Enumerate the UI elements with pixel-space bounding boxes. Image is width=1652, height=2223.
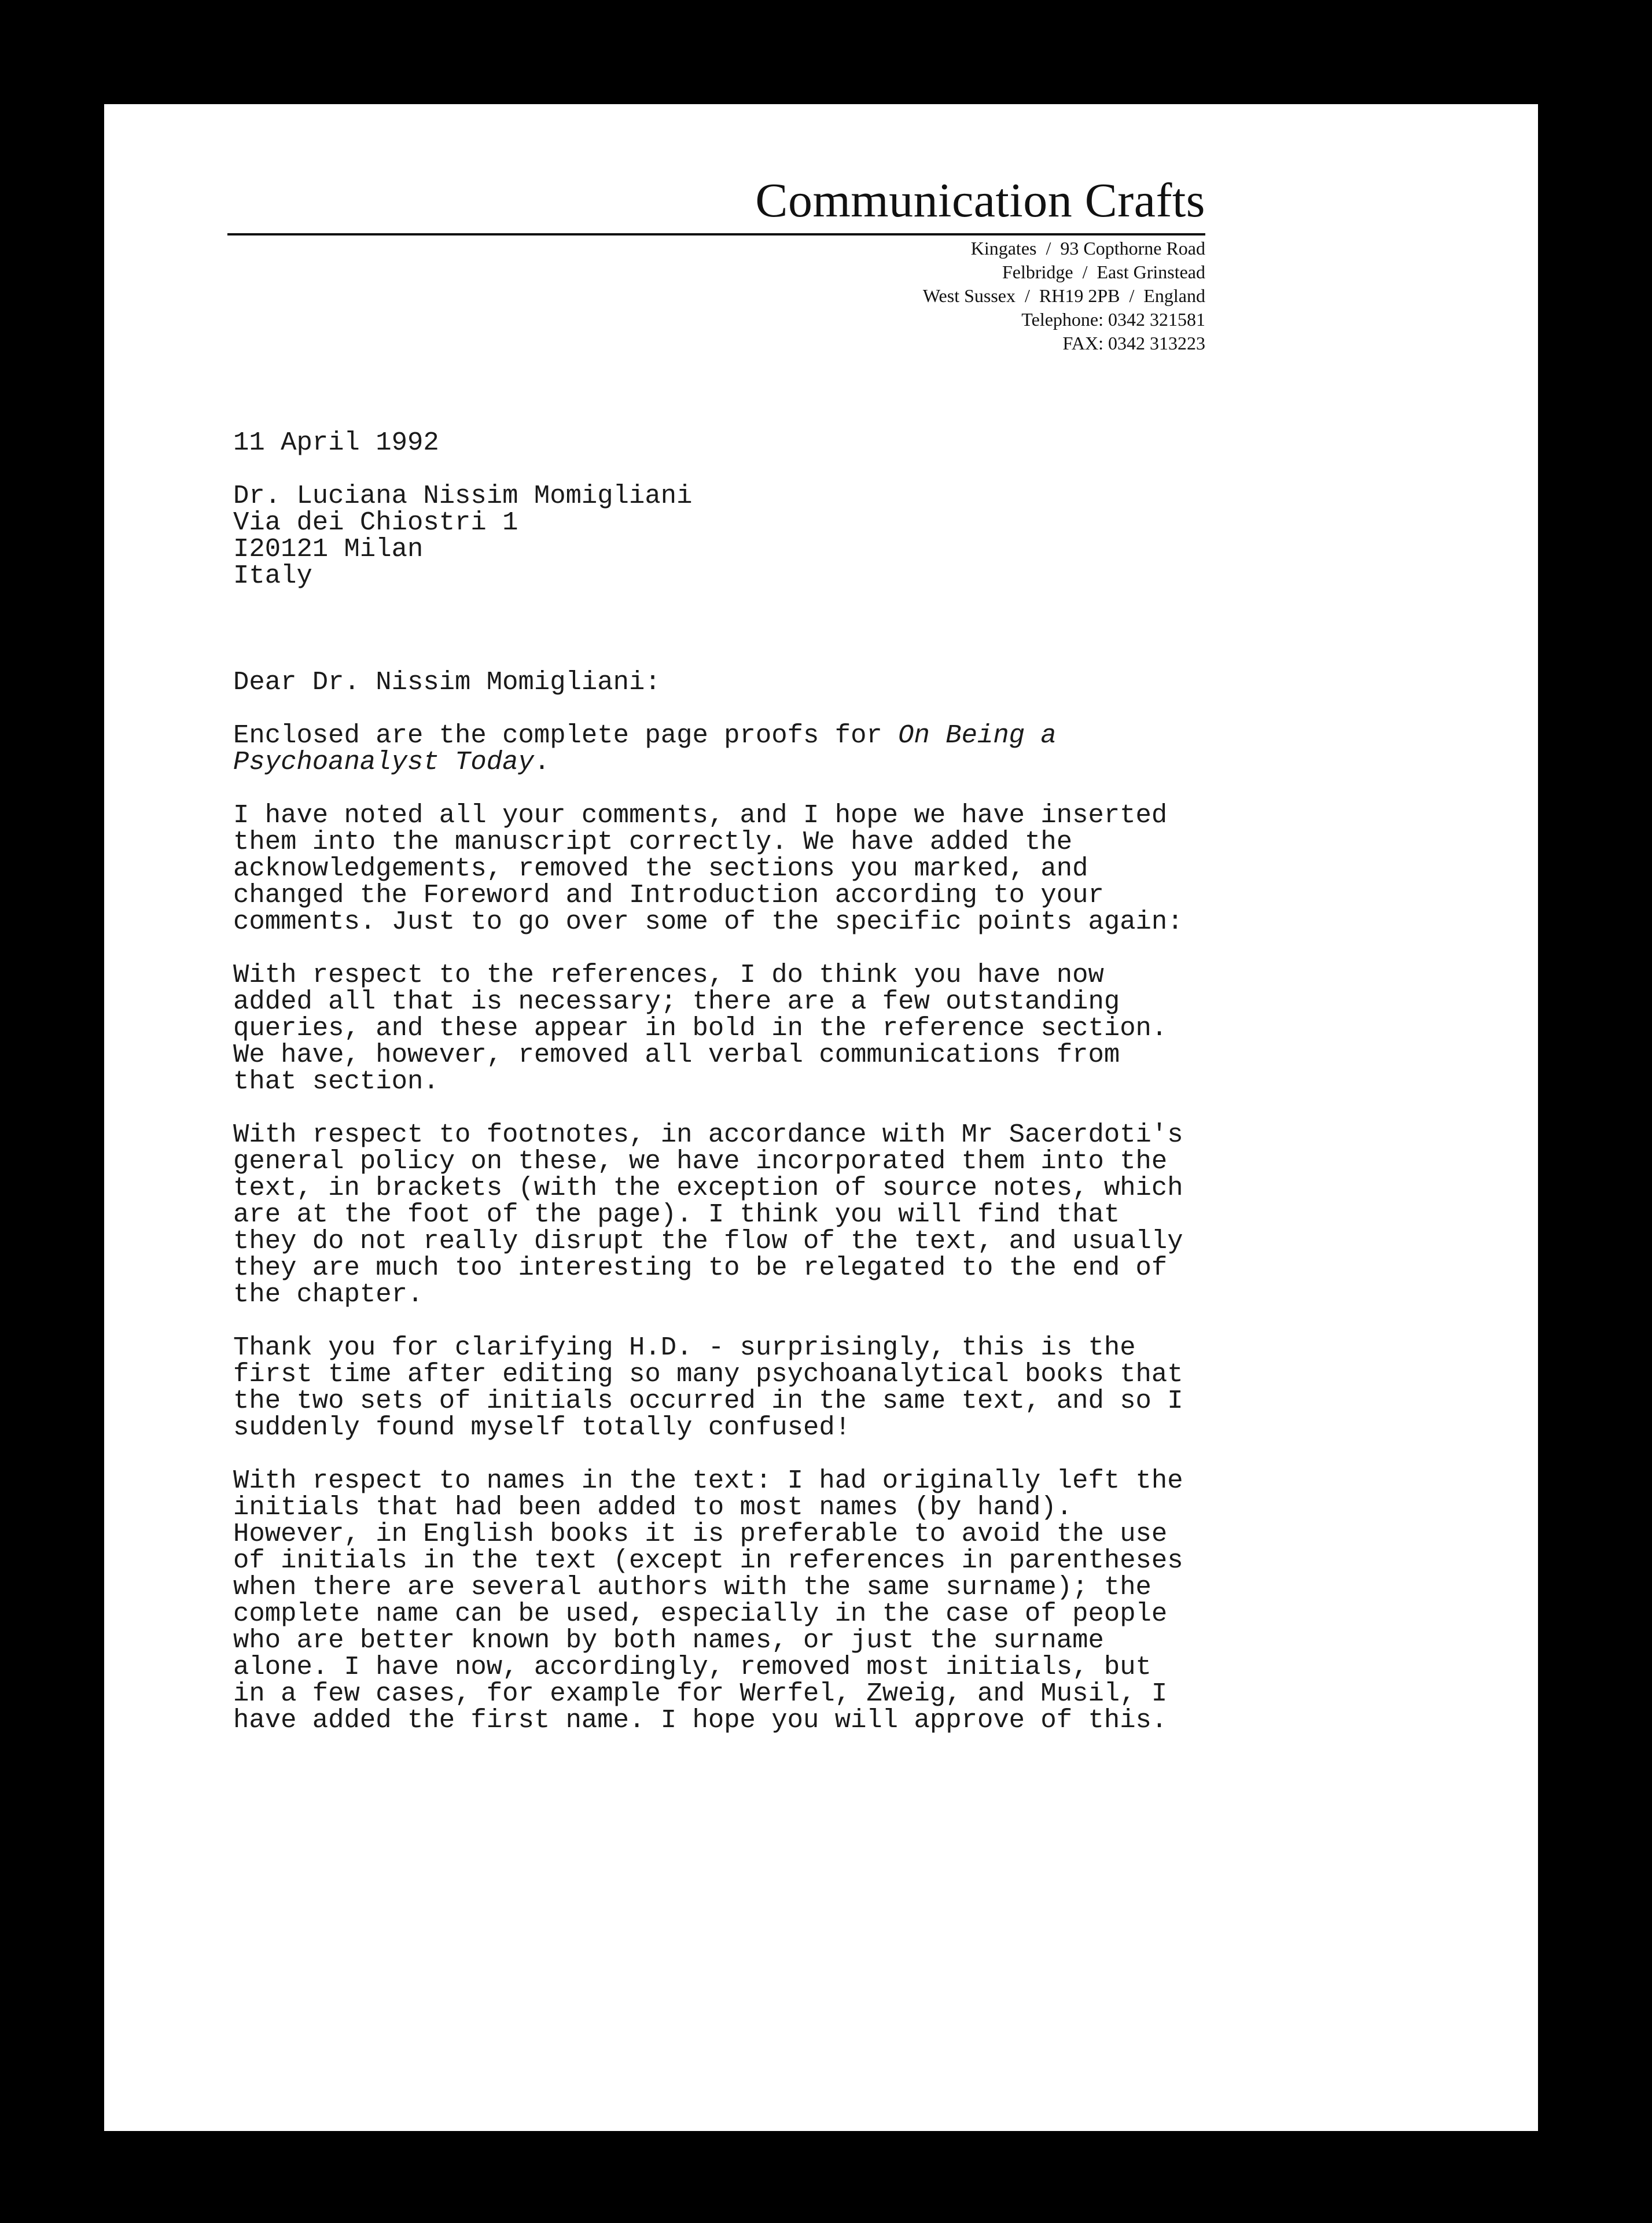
recipient-line: Italy bbox=[233, 561, 312, 591]
letter-body bbox=[233, 429, 1217, 1734]
paragraph-line: alone. I have now, accordingly, removed most initials, but bbox=[233, 1652, 1151, 1682]
letterhead bbox=[227, 176, 1205, 355]
paragraph-line: general policy on these, we have incorporated them into the bbox=[233, 1146, 1168, 1176]
paragraph bbox=[233, 722, 1217, 775]
paragraph-line: text, in brackets (with the exception of source notes, which bbox=[233, 1173, 1183, 1203]
paragraph-line: when there are several authors with the same surname); the bbox=[233, 1572, 1151, 1602]
paragraph-line: who are better known by both names, or just the surname bbox=[233, 1625, 1104, 1655]
book-title: Psychoanalyst Today bbox=[233, 747, 534, 777]
paragraph-line: they do not really disrupt the flow of the text, and usually bbox=[233, 1226, 1183, 1256]
paragraph-line: With respect to footnotes, in accordance with Mr Sacerdoti's bbox=[233, 1120, 1183, 1150]
paragraph-line: the chapter. bbox=[233, 1279, 424, 1309]
address-line: West Sussex / RH19 2PB / England bbox=[922, 285, 1205, 306]
paragraph bbox=[233, 1121, 1217, 1308]
paragraph-line: However, in English books it is preferable to avoid the use bbox=[233, 1519, 1168, 1549]
paragraph-line: first time after editing so many psychoanalytical books that bbox=[233, 1359, 1183, 1389]
paragraph-line: in a few cases, for example for Werfel, Zweig, and Musil, I bbox=[233, 1679, 1168, 1709]
text-run: . bbox=[534, 747, 550, 777]
company-address bbox=[227, 237, 1205, 355]
paragraph-line: I have noted all your comments, and I hope we have inserted bbox=[233, 800, 1168, 830]
paragraph-line: Thank you for clarifying H.D. - surprisingly, this is the bbox=[233, 1333, 1136, 1363]
paragraph-line: have added the first name. I hope you will approve of this. bbox=[233, 1705, 1168, 1735]
paragraph-line: complete name can be used, especially in the case of people bbox=[233, 1599, 1168, 1629]
paragraph-line: queries, and these appear in bold in the reference section. bbox=[233, 1013, 1168, 1043]
paragraph-line: With respect to names in the text: I had originally left the bbox=[233, 1466, 1183, 1496]
paragraph-line: they are much too interesting to be relegated to the end of bbox=[233, 1253, 1168, 1283]
paragraph bbox=[233, 1467, 1217, 1734]
paragraph-line: initials that had been added to most names (by hand). bbox=[233, 1492, 1073, 1522]
letterhead-rule bbox=[227, 233, 1205, 235]
text-run: Enclosed are the complete page proofs for bbox=[233, 720, 899, 750]
paragraph-line: acknowledgements, removed the sections you marked, and bbox=[233, 853, 1088, 884]
recipient-line: I20121 Milan bbox=[233, 534, 424, 564]
company-name: Communication Crafts bbox=[755, 174, 1205, 227]
address-line: Felbridge / East Grinstead bbox=[1002, 262, 1205, 282]
paragraph-line: With respect to the references, I do think you have now bbox=[233, 960, 1104, 990]
paragraph-line: of initials in the text (except in references in parentheses bbox=[233, 1545, 1183, 1576]
paragraph bbox=[233, 802, 1217, 935]
letter-date: 11 April 1992 bbox=[233, 428, 439, 458]
recipient-line: Via dei Chiostri 1 bbox=[233, 507, 518, 538]
paragraph-line: are at the foot of the page). I think you will find that bbox=[233, 1199, 1120, 1230]
telephone-line: Telephone: 0342 321581 bbox=[1021, 309, 1205, 330]
paragraph-line: the two sets of initials occurred in the same text, and so I bbox=[233, 1386, 1183, 1416]
paragraph-line: changed the Foreword and Introduction according to your bbox=[233, 880, 1104, 910]
address-line: Kingates / 93 Copthorne Road bbox=[970, 238, 1205, 259]
fax-line: FAX: 0342 313223 bbox=[1062, 333, 1205, 354]
paragraph bbox=[233, 1334, 1217, 1441]
paragraph-line: We have, however, removed all verbal communications from bbox=[233, 1040, 1120, 1070]
paragraph bbox=[233, 962, 1217, 1095]
paragraph-line: added all that is necessary; there are a few outstanding bbox=[233, 987, 1120, 1017]
recipient-address bbox=[233, 483, 1217, 589]
paragraph-line: comments. Just to go over some of the specific points again: bbox=[233, 907, 1183, 937]
paragraph-line: them into the manuscript correctly. We have added the bbox=[233, 827, 1073, 857]
book-title: On Being a bbox=[898, 720, 1057, 750]
paragraph-line: suddenly found myself totally confused! bbox=[233, 1412, 851, 1442]
salutation: Dear Dr. Nissim Momigliani: bbox=[233, 667, 661, 697]
recipient-line: Dr. Luciana Nissim Momigliani bbox=[233, 481, 693, 511]
paragraph-line: that section. bbox=[233, 1066, 439, 1096]
